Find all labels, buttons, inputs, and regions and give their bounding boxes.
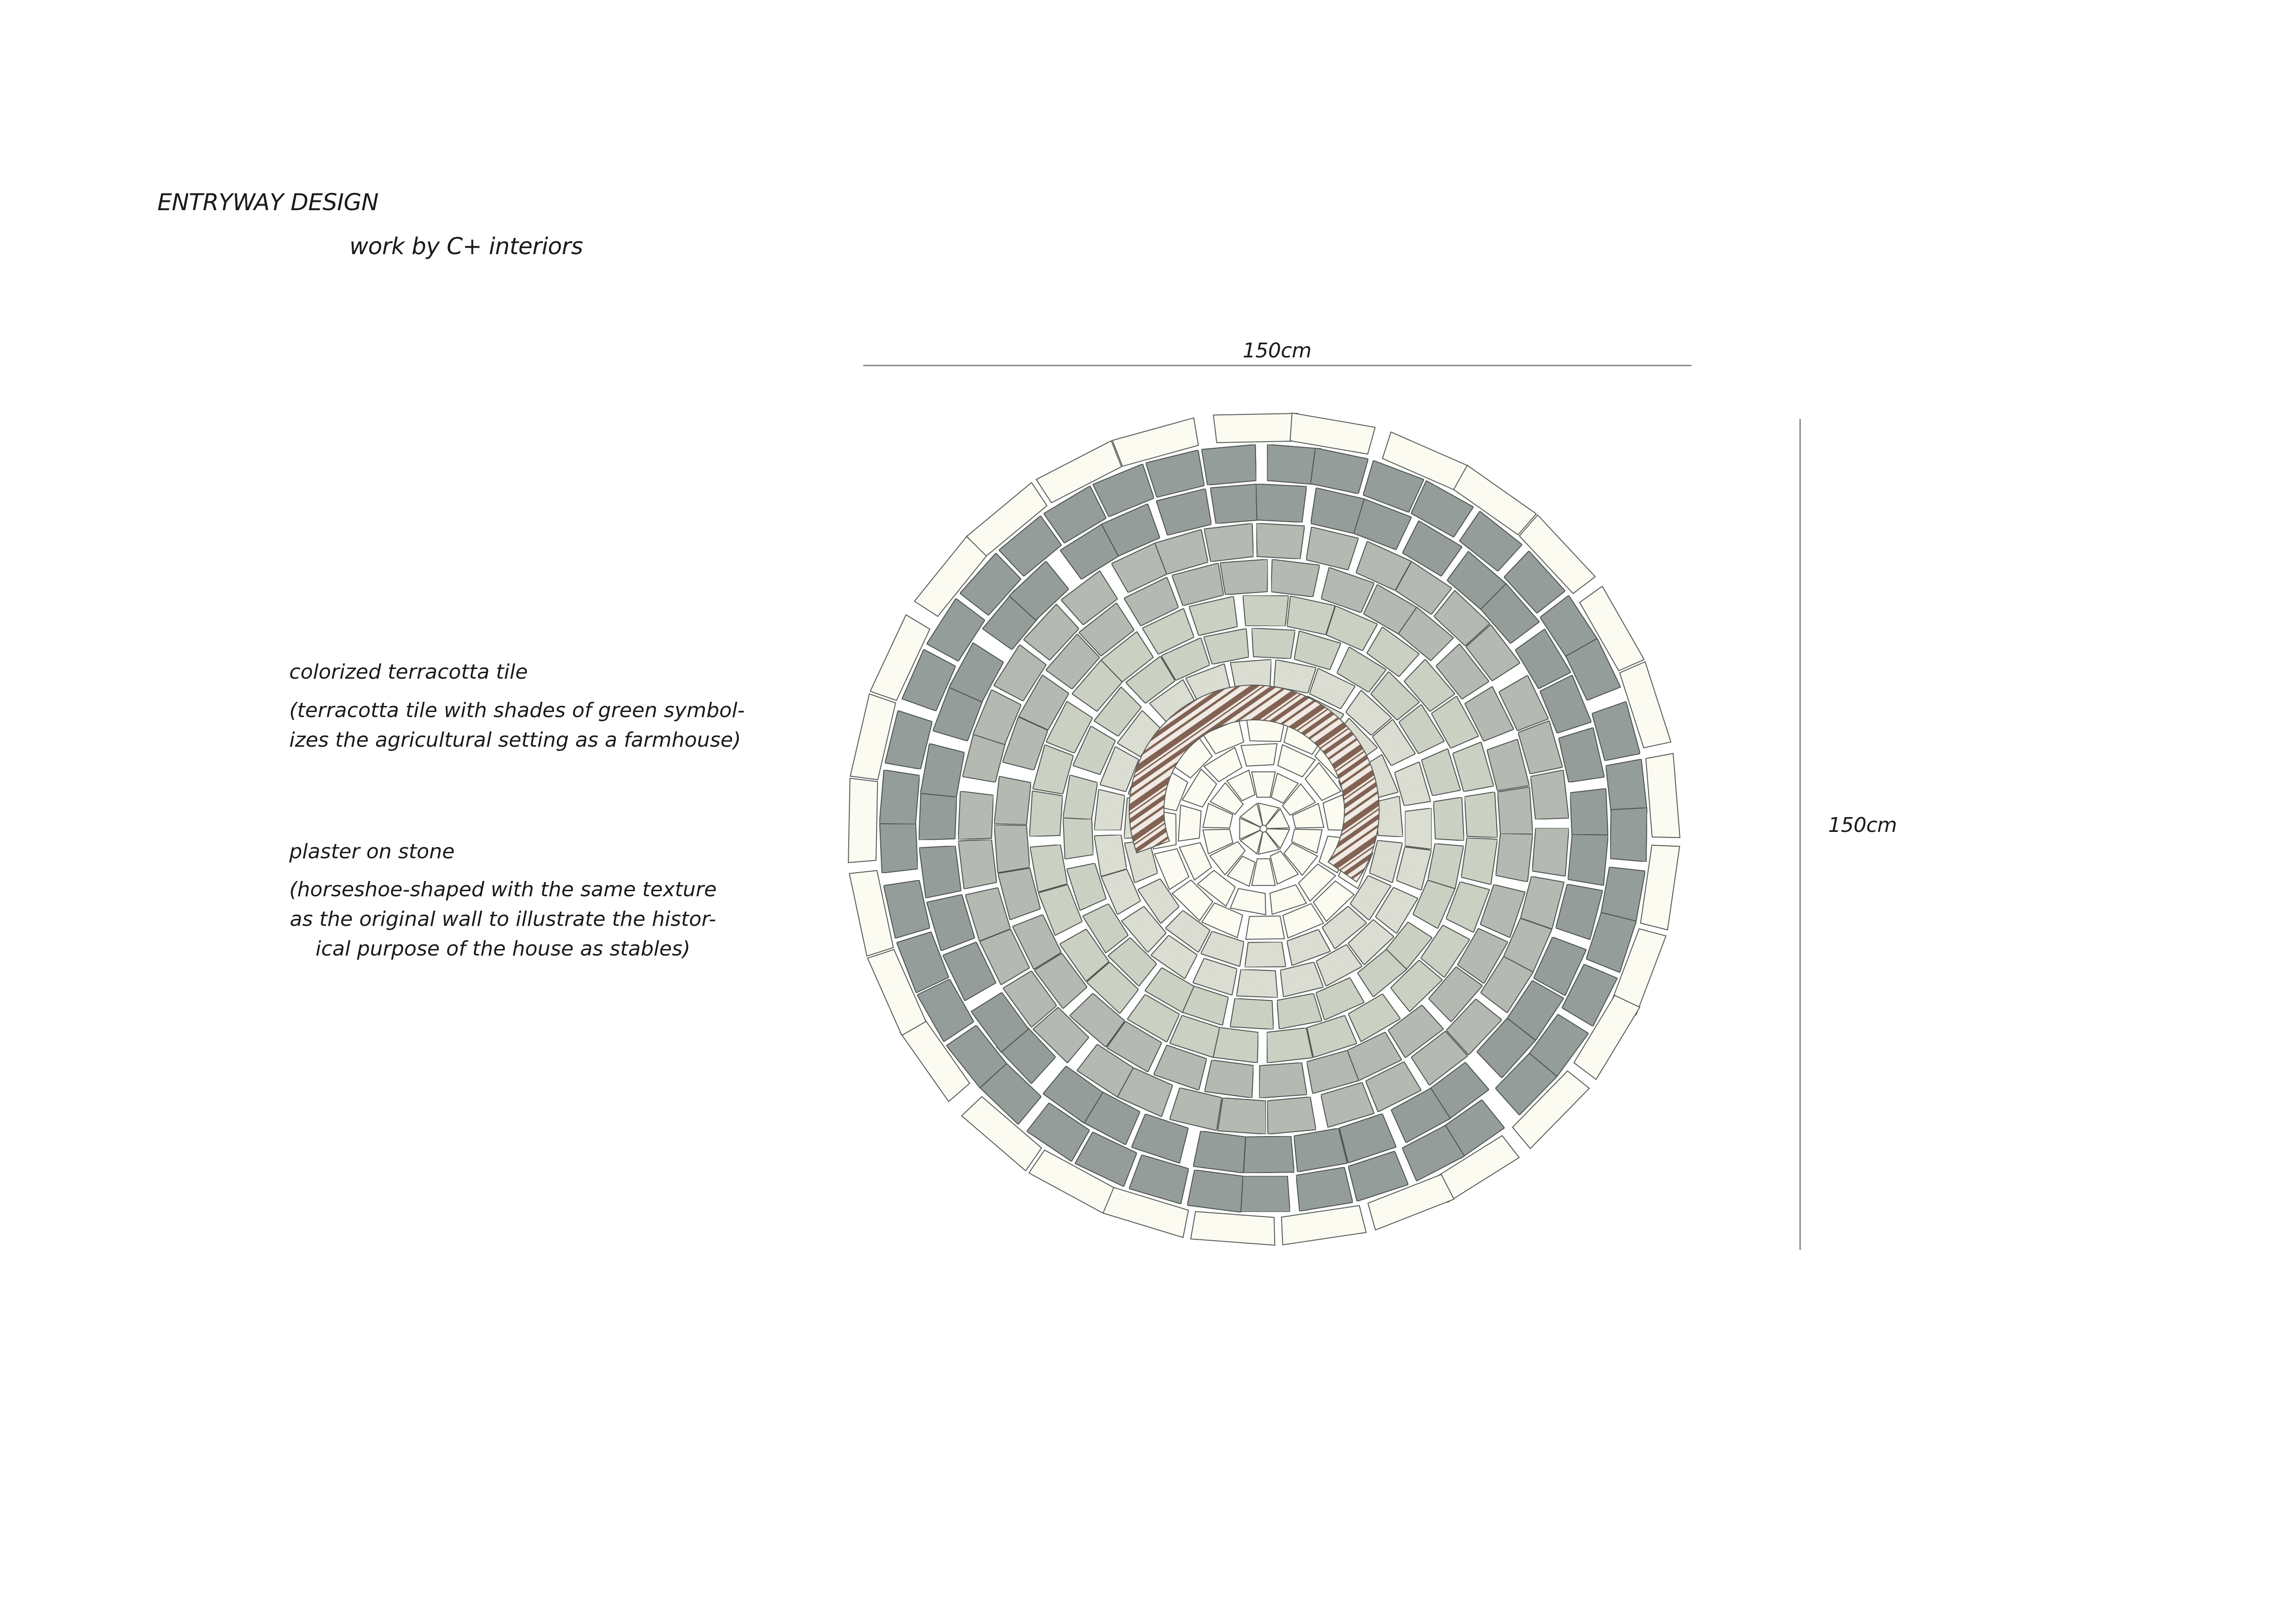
dark-green-tile — [1187, 1170, 1243, 1212]
pale-green-tile — [1405, 808, 1432, 849]
mid-green-tile — [1267, 1097, 1316, 1134]
mid-green-tile — [1496, 834, 1533, 882]
mid-green-tile — [1498, 787, 1533, 835]
mid-green-tile — [958, 840, 997, 889]
light-green-tile — [1243, 595, 1288, 626]
mid-green-tile — [1204, 524, 1254, 562]
tile-note-description — [289, 696, 745, 755]
plaster-note-line: ical purpose of the house as stables) — [315, 937, 691, 961]
pale-tile — [1230, 888, 1266, 915]
plaster-note-title: plaster on stone — [289, 840, 455, 863]
pale-green-tile — [1280, 962, 1323, 997]
mid-green-tile — [994, 825, 1030, 873]
light-green-tile — [1433, 797, 1464, 841]
mid-green-tile — [1306, 527, 1358, 570]
outer-ring-tile — [1282, 1206, 1366, 1245]
dark-green-tile — [1610, 808, 1647, 862]
mid-green-tile — [958, 791, 993, 839]
dark-green-tile — [879, 770, 920, 824]
page-title: ENTRYWAY DESIGN — [157, 189, 379, 216]
tile-note-line: (terracotta tile with shades of green symbol- — [289, 699, 745, 722]
mid-green-tile — [1218, 1098, 1266, 1134]
dark-green-tile — [884, 880, 930, 938]
dark-green-tile — [879, 819, 918, 873]
pale-green-tile — [1094, 789, 1125, 830]
width-dimension-line — [863, 365, 1692, 366]
dark-green-tile — [919, 846, 961, 898]
dark-green-tile — [1236, 1176, 1290, 1212]
pale-green-tile — [1230, 659, 1271, 689]
plaster-note-description — [289, 875, 716, 964]
mid-green-tile — [1259, 1062, 1307, 1098]
light-green-tile — [1063, 816, 1093, 859]
light-green-tile — [1030, 845, 1068, 892]
dark-green-tile — [1244, 1136, 1294, 1173]
light-green-tile — [1252, 628, 1295, 659]
mid-green-tile — [994, 776, 1031, 824]
dark-green-tile — [1559, 728, 1605, 782]
dark-green-tile — [1193, 1131, 1245, 1173]
light-green-tile — [1230, 999, 1274, 1030]
dark-green-tile — [1201, 444, 1256, 485]
dark-green-tile — [1568, 834, 1608, 885]
dark-green-tile — [1210, 484, 1261, 524]
mid-green-tile — [1257, 523, 1305, 559]
mid-green-tile — [1220, 559, 1268, 595]
dark-green-tile — [1296, 1167, 1353, 1211]
pale-tile — [1241, 743, 1277, 766]
height-dimension-label: 150cm — [1828, 813, 1897, 837]
light-green-tile — [1204, 629, 1249, 664]
plaster-note-line: (horseshoe-shaped with the same texture — [289, 878, 717, 901]
mid-green-tile — [1271, 559, 1320, 597]
dark-green-tile — [1606, 759, 1648, 814]
mid-green-tile — [1531, 770, 1569, 819]
dark-green-tile — [1294, 1128, 1347, 1172]
light-green-tile — [1029, 791, 1063, 837]
dark-green-tile — [921, 743, 964, 797]
outer-ring-tile — [1646, 754, 1680, 838]
dark-green-tile — [1570, 788, 1608, 839]
pale-tile — [1246, 916, 1285, 939]
pale-tile — [1178, 805, 1201, 841]
mid-green-tile — [1532, 828, 1569, 876]
light-green-tile — [1277, 993, 1322, 1029]
plaster-note-line: as the original wall to illustrate the histor- — [290, 907, 716, 931]
light-green-tile — [1461, 838, 1497, 885]
height-dimension-line — [1799, 419, 1801, 1250]
width-dimension-label: 150cm — [1243, 339, 1312, 362]
pale-green-tile — [1237, 969, 1278, 998]
tile-note-line: izes the agricultural setting as a farmhouse) — [289, 728, 741, 752]
center-mosaic-pieces — [1203, 770, 1324, 887]
outer-ring-tile — [848, 778, 877, 862]
outer-ring-tile — [1213, 413, 1298, 443]
dark-green-tile — [1256, 484, 1307, 522]
outer-ring-tile — [850, 694, 896, 780]
page-subtitle: work by C+ interiors — [349, 233, 583, 260]
outer-ring-tile — [849, 871, 893, 956]
light-green-tile — [1465, 792, 1498, 838]
light-green-tile — [1063, 775, 1098, 819]
center-piece — [1252, 772, 1276, 797]
outer-ring-tile — [1191, 1212, 1275, 1245]
mid-green-tile — [1205, 1060, 1254, 1098]
pale-green-tile — [1094, 835, 1126, 876]
pale-green-tile — [1245, 942, 1286, 968]
light-green-tile — [1267, 1028, 1313, 1063]
light-green-tile — [1428, 843, 1463, 889]
dark-green-tile — [919, 789, 957, 840]
dark-green-tile — [1311, 448, 1369, 494]
tile-rings — [848, 413, 1680, 1245]
tile-note-title: colorized terracotta tile — [289, 660, 528, 684]
entryway-mosaic-plan — [842, 407, 1685, 1250]
